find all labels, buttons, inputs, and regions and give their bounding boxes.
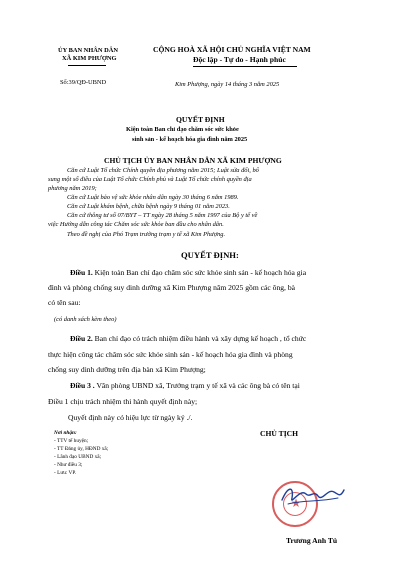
decision-title: QUYẾT ĐỊNH — [176, 115, 225, 124]
recipient-item: - Lãnh đạo UBND xã; — [54, 454, 102, 460]
signer-name: Trương Anh Tú — [286, 536, 338, 545]
authority-heading: CHỦ TỊCH ỦY BAN NHÂN DÂN XÃ KIM PHƯỢNG — [104, 156, 282, 165]
recipients-heading: Nơi nhận: — [54, 430, 77, 436]
article-3-line-1 — [70, 381, 300, 390]
decision-heading: QUYẾT ĐỊNH: — [181, 250, 239, 260]
decision-subtitle-2: sinh sản - kế hoạch hóa gia đình năm 2025 — [132, 136, 248, 143]
article-1-label: Điều 1. — [70, 268, 93, 277]
basis-line: phương năm 2019; — [48, 185, 97, 192]
signer-title: CHỦ TỊCH — [260, 429, 299, 438]
article-1-line-1 — [70, 268, 306, 277]
recipient-item: - TT Đảng ủy, HĐND xã; — [54, 446, 109, 452]
org-underline — [68, 65, 106, 66]
article-3-text: Văn phòng UBND xã, Trưởng trạm y tế xã và các ông bà có tên tại — [94, 381, 300, 390]
org-line-2: XÃ KIM PHƯỢNG — [62, 55, 117, 62]
basis-line: sung một số điều của Luật Tổ chức Chính phủ và Luật Tổ chức chính quyền địa — [48, 176, 252, 183]
article-1-line-2: đình và phòng chống suy dinh dưỡng xã Kim Phượng năm 2025 gồm các ông, bà — [48, 283, 296, 292]
list-attached-note: (có danh sách kèm theo) — [54, 316, 117, 323]
article-3-label: Điều 3 . — [70, 381, 95, 390]
article-2-line-1 — [70, 334, 306, 343]
basis-line: việc Hướng dẫn công tác Chăm sóc sức khỏe ban đầu cho nhân dân. — [48, 221, 224, 228]
recipient-item: - TTV tế huyện; — [54, 438, 89, 444]
org-line-1: ỦY BAN NHÂN DÂN — [58, 47, 118, 54]
place-date: Kim Phượng, ngày 14 tháng 3 năm 2025 — [175, 81, 280, 88]
motto-underline — [193, 66, 297, 67]
article-2-label: Điều 2. — [70, 334, 93, 343]
doc-number: Số:39/QĐ-UBND — [60, 79, 107, 86]
recipient-item: - Như điều 3; — [54, 462, 83, 468]
basis-line: Theo đề nghị của Phó Trạm trưởng trạm y tế xã Kim Phượng. — [67, 231, 226, 238]
nation-motto: Độc lập - Tự do - Hạnh phúc — [193, 55, 286, 64]
article-2-line-2: thực hiện công tác chăm sóc sức khỏe sinh sản - kế hoạch hóa gia đình và phòng — [48, 350, 293, 359]
basis-line: Căn cứ Luật bảo vệ sức khỏe nhân dân ngày 30 tháng 6 năm 1989. — [67, 194, 239, 201]
effect-clause: Quyết định này có hiệu lực từ ngày ký ./. — [68, 413, 193, 422]
basis-line: Căn cứ thông tư số 07/BYT – TT ngày 28 tháng 5 năm 1997 của Bộ y tế về — [67, 212, 258, 219]
basis-line: Căn cứ Luật Tổ chức Chính quyền địa phương năm 2015; Luật sửa đổi, bổ — [67, 167, 259, 174]
seal-star-icon: ★ — [290, 496, 302, 510]
decision-subtitle-1: Kiện toàn Ban chỉ đạo chăm sóc sức khỏe — [126, 126, 239, 133]
article-1-line-3: có tên sau: — [48, 298, 81, 307]
basis-line: Căn cứ Luật khám bệnh, chữa bệnh ngày 9 tháng 01 năm 2023. — [67, 203, 230, 210]
handwritten-signature — [278, 480, 348, 510]
nation-title: CỘNG HOÀ XÃ HỘI CHỦ NGHĨA VIỆT NAM — [153, 45, 311, 54]
article-2-line-3: chống suy dinh dưỡng trên địa bàn xã Kim Phượng; — [48, 365, 206, 374]
article-2-text: Ban chỉ đạo có trách nhiệm điều hành và xây dựng kế hoạch , tổ chức — [92, 334, 307, 343]
recipient-item: - Lưu: VP. — [54, 470, 77, 476]
article-1-text: Kiện toàn Ban chỉ đạo chăm sóc sức khỏe sinh sản - kế hoạch hóa gia — [92, 268, 307, 277]
article-3-line-2: Điều 1 chịu trách nhiệm thi hành quyết định này; — [48, 397, 198, 406]
